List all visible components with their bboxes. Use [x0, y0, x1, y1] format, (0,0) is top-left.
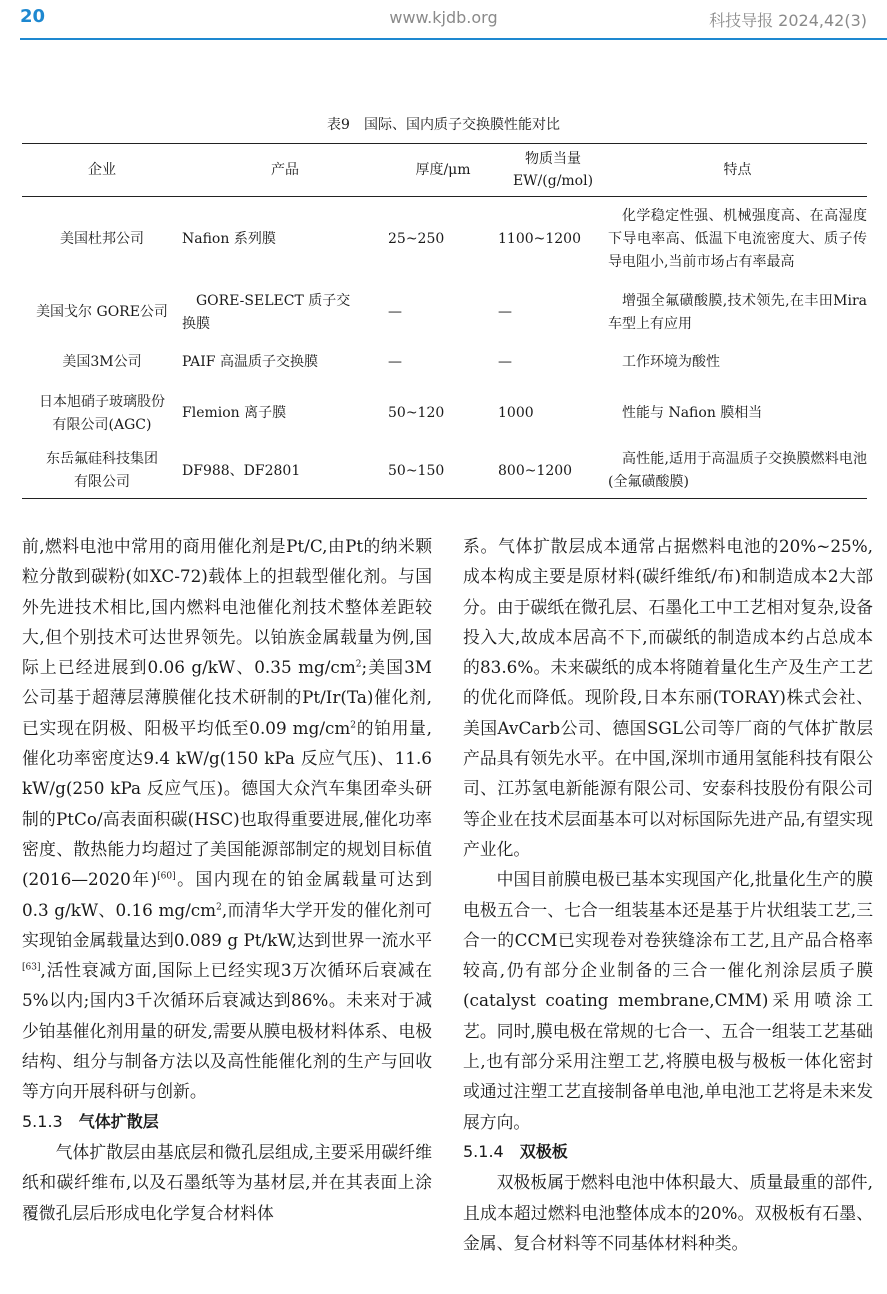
section-title: 气体扩散层 [78, 1111, 159, 1131]
cell-thickness: — [388, 304, 402, 320]
company-line2: 有限公司 [74, 474, 130, 491]
cell-product: DF988、DF2801 [182, 462, 301, 479]
company-line: 美国戈尔 GORE公司 [36, 304, 168, 320]
cell-features [608, 383, 867, 445]
cell-ew: 800~1200 [498, 462, 573, 479]
text-run: ;美国3M公司基于超薄层薄膜催化技术研制的Pt/Ir(Ta)催化剂,已实现在阴极、阳极平均低至0.09 mg/cm [22, 657, 432, 738]
cell-ew: — [498, 354, 512, 370]
header-product: 产品 [271, 162, 299, 178]
superscript: 2 [355, 659, 362, 670]
cell-company [22, 445, 182, 499]
cell-ew: — [498, 304, 512, 320]
header-ew [498, 144, 608, 197]
product-line2: 换膜 [182, 315, 210, 332]
section-number: 5.1.4 [463, 1141, 504, 1161]
citation-ref: [60] [157, 871, 176, 882]
header-thickness: 厚度/μm [415, 162, 471, 178]
header-ew-line2: EW/(g/mol) [512, 173, 594, 189]
paragraph-gdl-cont: 系。气体扩散层成本通常占据燃料电池的20%~25%,成本构成主要是原材料(碳纤维纸/布)和制造成本2大部分。由于碳纸在微孔层、石墨化工中工艺相对复杂,设备投入大,故成本居高不下,而碳纸的制造成本约占总成本的83.6%。未来碳纸的成本将随着量化生产及生产工艺的优化而降低。现阶段,日本东丽(TORAY)株式会社、美国AvCarb公司、德国SGL公司等厂商的气体扩散层产品具有领先水平。在中国,深圳市通用氢能科技有限公司、江苏氢电新能源有限公司、安泰科技股份有限公司等企业在技术层面基本可以对标国际先进产品,有望实现产业化。 [463, 536, 873, 859]
company-line: 美国3M公司 [62, 354, 142, 370]
left-column [22, 531, 432, 1228]
table-row [22, 283, 867, 343]
company-line1: 东岳氟硅科技集团 [46, 451, 158, 468]
features-text: 工作环境为酸性 [622, 354, 720, 370]
cell-company [22, 283, 182, 343]
section-heading-5-1-4 [463, 1137, 873, 1167]
cell-company [22, 383, 182, 445]
section-title: 双极板 [519, 1141, 568, 1161]
company-line2: 有限公司(AGC) [52, 416, 152, 433]
product-line1: GORE-SELECT 质子交 [196, 292, 351, 309]
cell-product: Nafion 系列膜 [182, 231, 276, 248]
cell-features [608, 343, 867, 383]
header-company: 企业 [88, 162, 116, 178]
text-run: ,而清华大学开发的催化剂可实现铂金属载量达到0.089 g Pt/kW,达到世界一流水平 [22, 899, 432, 950]
features-text: 增强全氟磺酸膜,技术领先,在丰田Mira车型上有应用 [608, 292, 867, 332]
table-row [22, 383, 867, 445]
header-rule [20, 38, 887, 40]
text-run: 的铂用量,催化功率密度达9.4 kW/g(150 kPa 反应气压)、11.6 kW/g(250 kPa 反应气压)。德国大众汽车集团牵头研制的PtCo/高表面积碳(HSC)也取得重要进展,催化功率密度、散热能力均超过了美国能源部制定的规划目标值(2016—2020年) [22, 717, 432, 890]
paragraph-catalyst [22, 531, 432, 1107]
company-line: 美国杜邦公司 [60, 231, 144, 248]
cell-product: Flemion 离子膜 [182, 405, 287, 421]
superscript: 2 [216, 901, 222, 912]
cell-features [608, 283, 867, 343]
company-line1: 日本旭硝子玻璃股份 [39, 393, 165, 410]
cell-thickness: 25~250 [388, 231, 445, 248]
cell-features [608, 445, 867, 499]
features-text: 性能与 Nafion 膜相当 [622, 405, 763, 421]
cell-company [22, 343, 182, 383]
section-heading-5-1-3 [22, 1107, 432, 1137]
right-column [463, 531, 873, 1258]
table-row [22, 445, 867, 499]
cell-product: PAIF 高温质子交换膜 [182, 354, 318, 370]
cell-ew: 1100~1200 [498, 231, 581, 248]
header-features: 特点 [723, 162, 752, 178]
text-run: 。国内现在的铂金属载量可达到0.3 g/kW、0.16 mg/cm [22, 869, 432, 920]
cell-thickness: 50~150 [388, 462, 445, 479]
page-header [0, 0, 887, 40]
text-run: 前,燃料电池中常用的商用催化剂是Pt/C,由Pt的纳米颗粒分散到碳粉(如XC-72)载体上的担载型催化剂。与国外先进技术相比,国内燃料电池催化剂技术整体差距较大,但个别技术可达世界领先。以铂族金属载量为例,国际上已经进展到0.06 g/kW、0.35 mg/cm [22, 536, 432, 678]
page-number: 20 [20, 6, 46, 27]
table-caption: 表9 国际、国内质子交换膜性能对比 [327, 117, 560, 133]
paragraph-bipolar: 双极板属于燃料电池中体积最大、质量最重的部件,且成本超过燃料电池整体成本的20%。双极板有石墨、金属、复合材料等不同基体材料种类。 [463, 1172, 873, 1253]
paragraph-mea: 中国目前膜电极已基本实现国产化,批量化生产的膜电极五合一、七合一组装基本还是基于片状组装工艺,三合一的CCM已实现卷对卷狭缝涂布工艺,且产品合格率较高,仍有部分企业制备的三合一催化剂涂层质子膜(catalyst coating membrane,CMM)采用喷涂工艺。同时,膜电极在常规的七合一、五合一组装工艺基础上,也有部分采用注塑工艺,将膜电极与极板一体化密封或通过注塑工艺直接制备单电池,单电池工艺将是未来发展方向。 [463, 869, 873, 1132]
header-ew-line1: 物质当量 [525, 151, 581, 167]
journal-citation: 科技导报 2024,42(3) [709, 11, 867, 30]
text-run: ,活性衰减方面,国际上已经实现3万次循环后衰减在5%以内;国内3千次循环后衰减达到86%。未来对于减少铂基催化剂用量的研发,需要从膜电极材料体系、电极结构、组分与制备方法以及高性能催化剂的生产与回收等方向开展科研与创新。 [22, 960, 432, 1102]
cell-features [608, 197, 867, 283]
comparison-table [22, 143, 867, 499]
superscript: 2 [350, 720, 357, 731]
section-number: 5.1.3 [22, 1111, 63, 1131]
cell-company [22, 197, 182, 283]
citation-ref: [63] [22, 962, 41, 973]
features-text: 高性能,适用于高温质子交换膜燃料电池(全氟磺酸膜) [608, 451, 867, 491]
website-url: www.kjdb.org [389, 8, 498, 27]
table-row [22, 197, 867, 283]
cell-thickness: — [388, 354, 402, 370]
cell-ew: 1000 [498, 405, 534, 421]
paragraph-gdl: 气体扩散层由基底层和微孔层组成,主要采用碳纤维纸和碳纤维布,以及石墨纸等为基材层,并在其表面上涂覆微孔层后形成电化学复合材料体 [22, 1141, 432, 1223]
table-header-row [22, 144, 867, 197]
cell-thickness: 50~120 [388, 405, 445, 421]
cell-product [182, 283, 388, 343]
features-text: 化学稳定性强、机械强度高、在高湿度下导电率高、低温下电流密度大、质子传导电阻小,当前市场占有率最高 [608, 208, 867, 271]
table-row [22, 343, 867, 383]
